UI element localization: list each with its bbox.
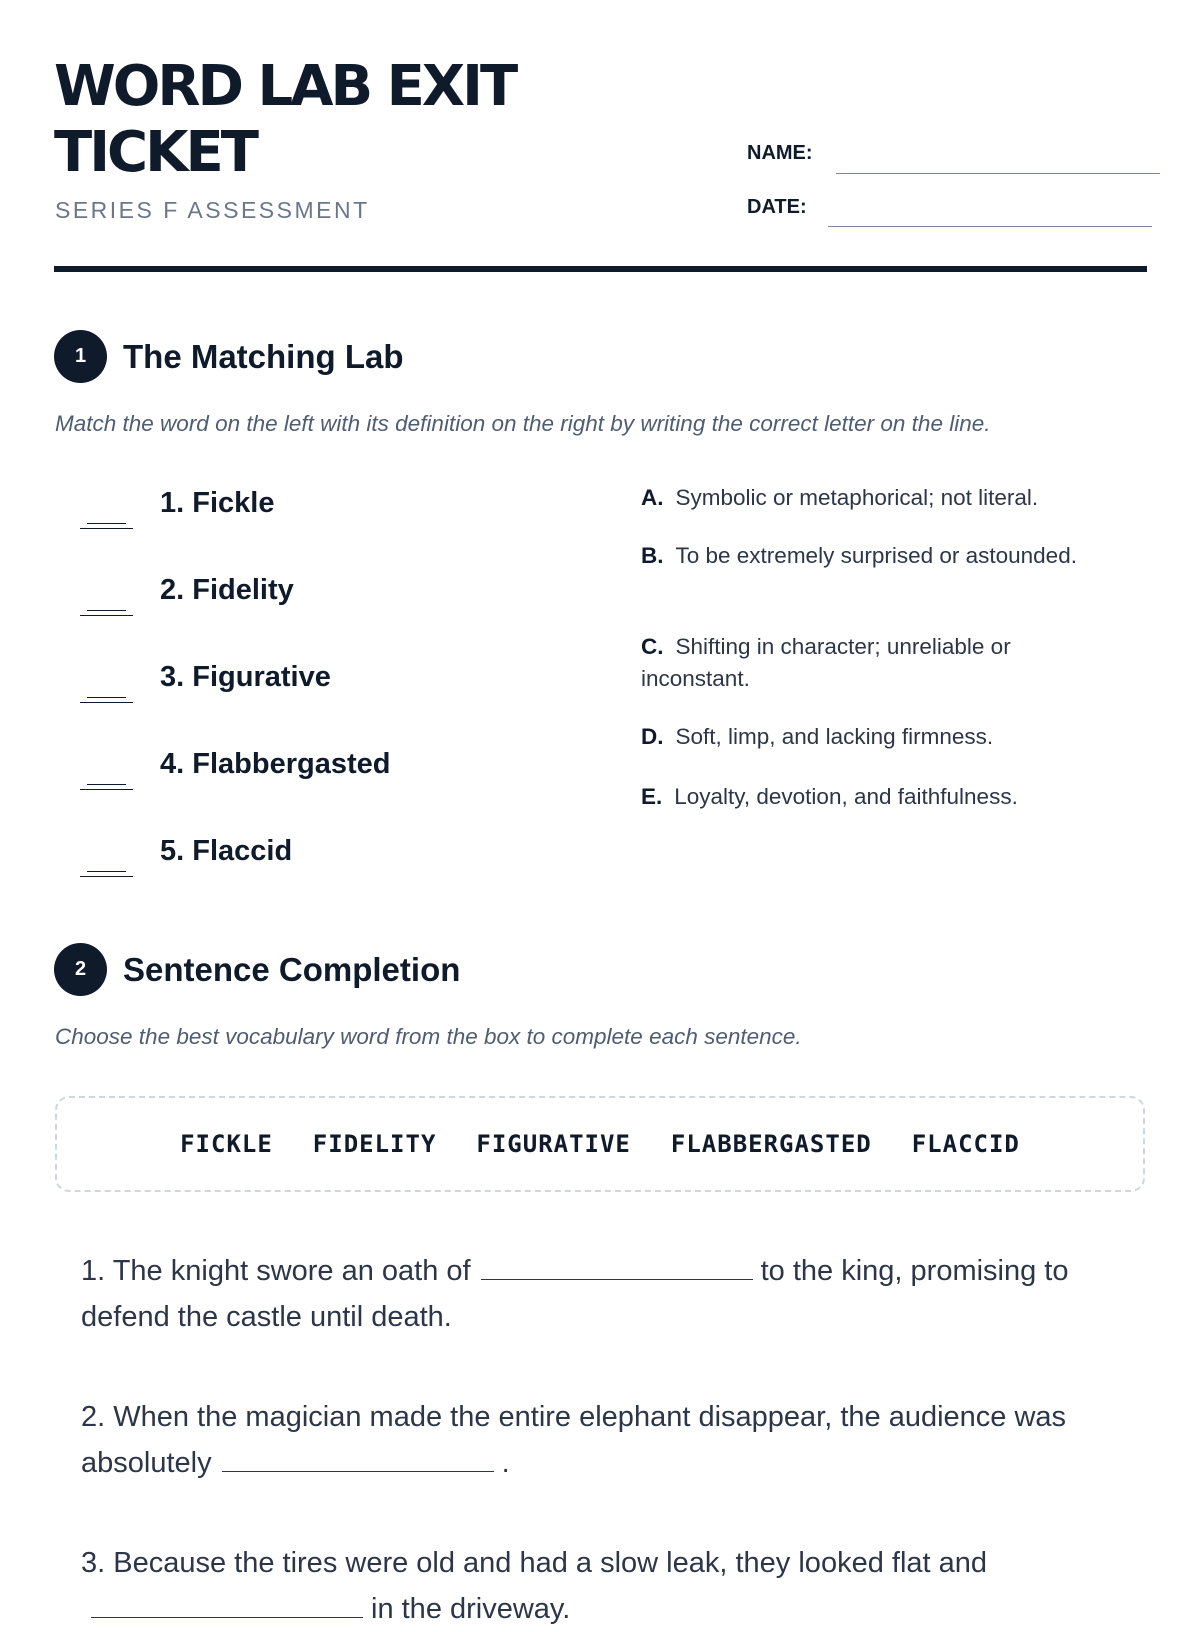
- sentence-text-before: 2. When the magician made the entire elephant disappear, the audience was absolutely: [81, 1401, 1067, 1479]
- definition-item: [641, 631, 1111, 695]
- answer-blank-1[interactable]: [80, 516, 133, 529]
- answer-blank-2[interactable]: [80, 603, 133, 616]
- section-1-header: [54, 330, 404, 383]
- sentence-blank[interactable]: [481, 1257, 753, 1280]
- answer-blank-3[interactable]: [80, 690, 133, 703]
- date-field[interactable]: [828, 226, 1152, 227]
- definition-letter: D.: [641, 724, 664, 749]
- word-bank-item: FLABBERGASTED: [670, 1130, 872, 1158]
- definition-item: [641, 721, 1111, 753]
- section-number-badge: 2: [54, 943, 107, 996]
- sentence-item: [81, 1540, 1161, 1632]
- matching-word: 4. Flabbergasted: [160, 748, 391, 780]
- matching-word: 1. Fickle: [160, 487, 275, 519]
- sentence-item: [81, 1248, 1161, 1340]
- definition-letter: E.: [641, 784, 663, 809]
- sentence-item: [81, 1394, 1161, 1486]
- name-label: NAME:: [747, 142, 813, 164]
- sentence-text-before: 1. The knight swore an oath of: [81, 1255, 471, 1287]
- matching-word: 3. Figurative: [160, 661, 331, 693]
- matching-word: 5. Flaccid: [160, 835, 293, 867]
- sentence-text-before: 3. Because the tires were old and had a slow leak, they looked flat and: [81, 1547, 988, 1579]
- definition-item: [641, 482, 1111, 514]
- definition-letter: B.: [641, 543, 664, 568]
- section-title: Sentence Completion: [123, 950, 461, 988]
- definition-text: To be extremely surprised or astounded.: [675, 543, 1077, 568]
- definition-letter: A.: [641, 485, 664, 510]
- section-instruction: Match the word on the left with its definition on the right by writing the correct letter on the line.: [55, 411, 991, 436]
- word-bank-item: FLACCID: [911, 1130, 1020, 1158]
- word-bank-item: FIDELITY: [312, 1130, 437, 1158]
- date-label: DATE:: [747, 196, 807, 218]
- definition-letter: C.: [641, 634, 664, 659]
- matching-word: 2. Fidelity: [160, 574, 294, 606]
- name-field[interactable]: [836, 173, 1160, 174]
- sentence-text-after: .: [501, 1447, 510, 1479]
- sentence-text-after: in the driveway.: [371, 1593, 571, 1625]
- section-2-header: [54, 943, 460, 996]
- worksheet-subtitle: SERIES F ASSESSMENT: [55, 197, 370, 223]
- definition-text: Loyalty, devotion, and faithfulness.: [674, 784, 1018, 809]
- answer-blank-4[interactable]: [80, 777, 133, 790]
- header-divider: [54, 266, 1147, 272]
- definition-text: Soft, limp, and lacking firmness.: [675, 724, 994, 749]
- worksheet-title: WORD LAB EXIT TICKET: [54, 54, 516, 185]
- definition-text: Shifting in character; unreliable or inconstant.: [641, 634, 1011, 691]
- word-bank: [55, 1096, 1145, 1192]
- sentence-blank[interactable]: [91, 1595, 363, 1618]
- section-number-badge: 1: [54, 330, 107, 383]
- word-bank-item: FIGURATIVE: [476, 1130, 631, 1158]
- sentence-blank[interactable]: [222, 1449, 494, 1472]
- section-instruction: Choose the best vocabulary word from the box to complete each sentence.: [55, 1024, 802, 1049]
- section-title: The Matching Lab: [123, 337, 404, 375]
- definition-item: [641, 781, 1111, 813]
- word-bank-item: FICKLE: [180, 1130, 273, 1158]
- sentence-text-after: to the king, promising to defend the castle until death.: [81, 1255, 1069, 1333]
- answer-blank-5[interactable]: [80, 864, 133, 877]
- definition-item: [641, 540, 1111, 572]
- definition-text: Symbolic or metaphorical; not literal.: [675, 485, 1039, 510]
